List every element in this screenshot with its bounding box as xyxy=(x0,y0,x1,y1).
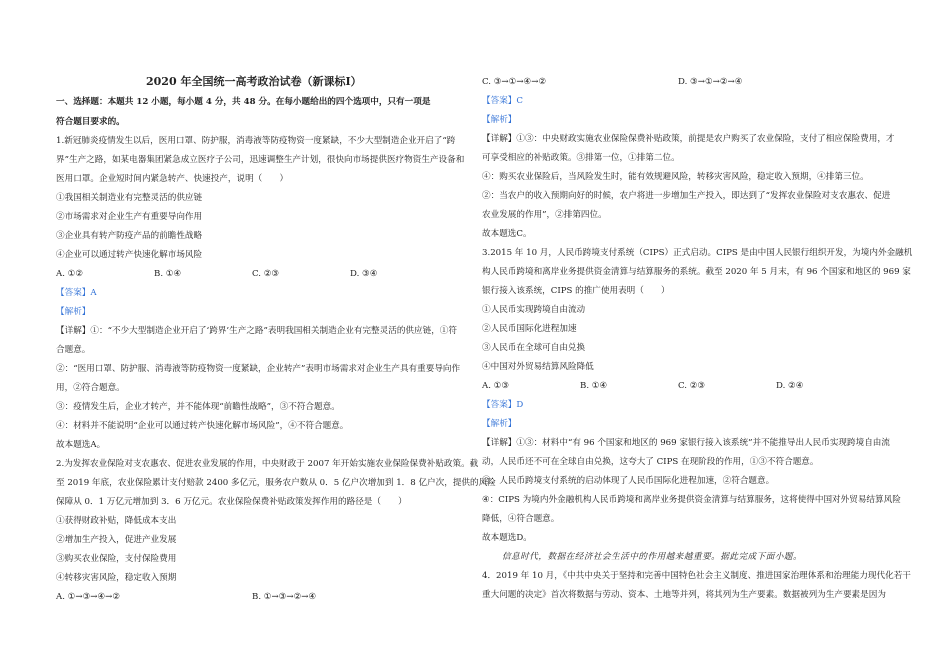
q4-stem-line: 重大问题的决定》首次将数据与劳动、资本、土地等并列，将其列为生产要素。数据被列为生产要素是因为 xyxy=(482,590,886,600)
q1-stem-line: 医用口罩。企业短时间内紧急转产、快速投产，说明（ ） xyxy=(56,174,289,184)
q2-item: ②增加生产投入，促进产业发展 xyxy=(56,535,177,545)
q3-option-c: C. ②③ xyxy=(678,381,706,391)
q1-option-a: A. ①② xyxy=(56,269,84,279)
q1-item: ①我国相关制造业有完整灵活的供应链 xyxy=(56,193,203,203)
q1-detail-line: ③：疫情发生后，企业才转产，并不能体现“前瞻性战略”，③不符合题意。 xyxy=(56,402,340,412)
q2-item: ①获得财政补贴，降低成本支出 xyxy=(56,516,177,526)
q1-item: ②市场需求对企业生产有重要导向作用 xyxy=(56,212,203,222)
q1-option-b: B. ①④ xyxy=(154,269,182,279)
page-title: 2020 年全国统一高考政治试卷（新课标Ⅰ） xyxy=(146,75,362,88)
q3-option-b: B. ①④ xyxy=(580,381,608,391)
q1-option-d: D. ③④ xyxy=(350,269,378,279)
q3-detail-line: ④：CIPS 为境内外金融机构人民币跨境和离岸业务提供资金清算与结算服务，这将使得中国对外贸易结算风险 xyxy=(482,495,901,505)
q3-answer: 【答案】D xyxy=(482,400,524,410)
q1-option-c: C. ②③ xyxy=(252,269,280,279)
q3-option-a: A. ①③ xyxy=(482,381,510,391)
q4-stem-line: 4．2019 年 10 月，《中共中央关于坚持和完善中国特色社会主义制度、推进国家治理体系和治理能力现代化若干 xyxy=(482,571,911,581)
q1-item: ④企业可以通过转产快速化解市场风险 xyxy=(56,250,203,260)
section-heading: 一、选择题：本题共 12 小题，每小题 4 分，共 48 分。在每小题给出的四个选项中，只有一项是 xyxy=(56,97,431,107)
q2-answer: 【答案】C xyxy=(482,96,523,106)
q3-stem-line: 3.2015 年 10 月，人民币跨境支付系统（CIPS）正式启动。CIPS 是由中国人民银行组织开发，为境内外金融机 xyxy=(482,248,913,258)
q1-stem-line: 界”生产之路，如某电器集团紧急成立医疗子公司，迅速调整生产计划，很快向市场提供医疗物资生产设备和 xyxy=(56,155,465,165)
q3-detail-line: 动，人民币还不可在全球自由兑换，这夸大了 CIPS 在现阶段的作用，①③不符合题意。 xyxy=(482,457,819,467)
q1-detail-line: 【详解】①：“不少大型制造企业开启了‘跨界’生产之路”表明我国相关制造企业有完整灵活的供应链，①符 xyxy=(56,326,457,336)
q2-detail-line: 可享受相应的补贴政策。③排第一位，①排第二位。 xyxy=(482,153,680,163)
q2-detail-line: 农业发展的作用”，②排第四位。 xyxy=(482,210,607,220)
q3-analysis-label: 【解析】 xyxy=(482,419,517,429)
q2-option-a: A. ①→③→④→② xyxy=(56,592,121,602)
q3-detail-line: ②：人民币跨境支付系统的启动体现了人民币国际化进程加速，②符合题意。 xyxy=(482,476,775,486)
section-heading-cont: 符合题目要求的。 xyxy=(56,117,125,127)
q3-conclusion: 故本题选D。 xyxy=(482,533,532,543)
q3-option-d: D. ②④ xyxy=(776,381,804,391)
q2-item: ④转移灾害风险，稳定收入预期 xyxy=(56,573,177,583)
q2-detail-line: 【详解】①③：中央财政实施农业保险保费补贴政策，前提是农户购买了农业保险，支付了相应保险费用，才 xyxy=(482,134,895,144)
group-intro: 信息时代，数据在经济社会生活中的作用越来越重要。据此完成下面小题。 xyxy=(502,552,803,562)
q1-detail-line: ②：“医用口罩、防护服、消毒液等防疫物资一度紧缺，企业转产”表明市场需求对企业生产具有重要导向作 xyxy=(56,364,461,374)
q2-option-c: C. ③→①→④→② xyxy=(482,77,547,87)
q3-stem-line: 银行接入该系统，CIPS 的推广使用表明（ ） xyxy=(482,286,670,296)
q2-detail-line: ②：当农户的收入预期向好的时候，农户将进一步增加生产投入，即达到了“发挥农业保险对支农惠农、促进 xyxy=(482,191,891,201)
q1-stem-line: 1.新冠肺炎疫情发生以后，医用口罩、防护服，消毒液等防疫物资一度紧缺，不少大型制造企业开启了“跨 xyxy=(56,136,456,146)
q1-conclusion: 故本题选A。 xyxy=(56,440,106,450)
q3-detail-line: 【详解】①③：材料中“有 96 个国家和地区的 969 家银行接入该系统”并不能推导出人民币实现跨境自由流 xyxy=(482,438,890,448)
q2-option-b: B. ①→③→②→④ xyxy=(252,592,317,602)
q2-detail-line: ④：购买农业保险后，当风险发生时，能有效规避风险，转移灾害风险，稳定收入预期，④排第三位。 xyxy=(482,172,869,182)
q1-item: ③企业具有转产防疫产品的前瞻性战略 xyxy=(56,231,203,241)
q3-item: ③人民币在全球可自由兑换 xyxy=(482,343,586,353)
q1-detail-line: 合题意。 xyxy=(56,345,91,355)
q3-item: ①人民币实现跨境自由流动 xyxy=(482,305,586,315)
q1-analysis-label: 【解析】 xyxy=(56,307,91,317)
q2-item: ③购买农业保险，支付保险费用 xyxy=(56,554,177,564)
q2-conclusion: 故本题选C。 xyxy=(482,229,532,239)
q2-stem-line: 保障从 0．1 万亿元增加到 3．6 万亿元。农业保险保费补贴政策发挥作用的路径是（ ） xyxy=(56,497,407,507)
q1-detail-line: 用，②符合题意。 xyxy=(56,383,125,393)
q3-item: ②人民币国际化进程加速 xyxy=(482,324,577,334)
q3-stem-line: 构人民币跨境和离岸业务提供资金清算与结算服务的系统。截至 2020 年 5 月末，有 96 个国家和地区的 969 家 xyxy=(482,267,911,277)
q2-analysis-label: 【解析】 xyxy=(482,115,517,125)
q2-stem-line: 至 2019 年底，农业保险累计支付赔款 2400 多亿元，服务农户数从 0．5 亿户次增加到 1．8 亿户次，提供的风险 xyxy=(56,478,496,488)
q1-detail-line: ④：材料并不能说明“企业可以通过转产快速化解市场风险”，④不符合题意。 xyxy=(56,421,349,431)
q3-detail-line: 降低，④符合题意。 xyxy=(482,514,560,524)
q2-stem-line: 2.为发挥农业保险对支农惠农、促进农业发展的作用，中央财政于 2007 年开始实施农业保险保费补贴政策。截 xyxy=(56,459,479,469)
q3-item: ④中国对外贸易结算风险降低 xyxy=(482,362,594,372)
q2-option-d: D. ③→①→②→④ xyxy=(678,77,743,87)
q1-answer: 【答案】A xyxy=(56,288,97,298)
